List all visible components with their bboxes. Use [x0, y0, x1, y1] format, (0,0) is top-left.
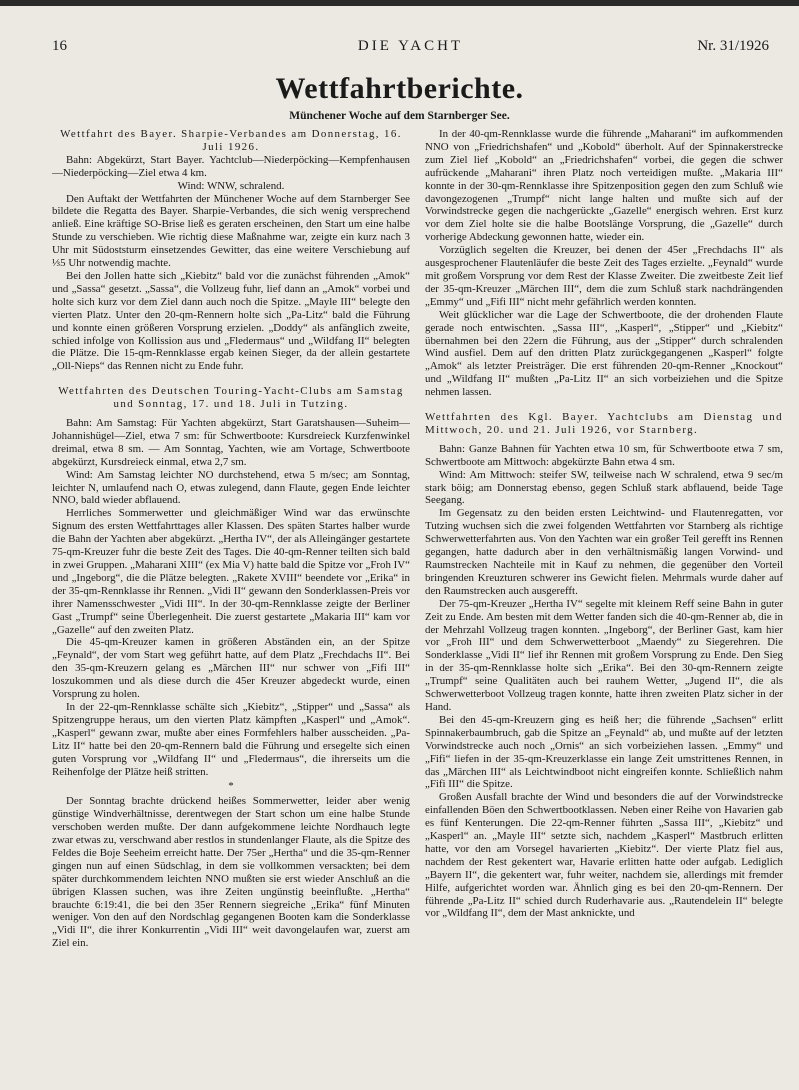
- wind-info: Wind: Am Mittwoch: steifer SW, teilweise nach W schralend, etwa 9 sec/m stark böig; am Donnerstag ebenso, gegen Schluß stark abflauend, beide Tage Seegang.: [425, 468, 783, 507]
- journal-name: DIE YACHT: [357, 38, 464, 54]
- paragraph: Bei den Jollen hatte sich „Kiebitz“ bald vor die zunächst führenden „Amok“ und „Sassa“ gesetzt. „Sassa“, die Vollzeug fuhr, lief dann an „Amok“ vorbei und holte sich kurz vor dem Ziel dann auch noch die Spitze. „Mayle III“ belegte den vierten Platz. Unter den 20-qm-Rennern holte sich „Pa-Litz“ bald die Führung und konnte einen größeren Vorsprung erzielen. „Doddy“ als anfänglich zweite, schied infolge von Kollission aus und „Fledermaus“ und „Wildfang II“ belegten die Plätze. Die 15-qm-Rennklasse ergab keinen Sieger, da der allein gestartete „Oll-Nieps“ das Rennen nicht zu Ende fuhr.: [52, 269, 410, 373]
- course-info: Bahn: Ganze Bahnen für Yachten etwa 10 sm, für Schwertboote etwa 7 sm, Schwertboote am Mittwoch: abgekürzte Bahn etwa 4 sm.: [425, 442, 783, 468]
- paragraph: In der 40-qm-Rennklasse wurde die führende „Maharani“ im aufkommenden NNO von „Friedrichshafen“ und „Kobold“ überholt. Auf der Spinnakerstrecke zum Ziel lief „Kobold“ an „Friedrichshafen“ vorbei, die gegen die schwer aufrückende „Maharani“ ihren Platz noch verteidigen mußte. „Makaria III“ konnte in der 30-qm-Rennklasse ihre Spitzenposition gegen den zum Schluß wie davongezogenen „Trumpf“ nicht lange halten und mußte sich auf der Vorwindstrecke gegen die nachgerückte „Gazelle“ energisch wehren. Erst kurz vor dem Ziel holte sie die halbe Bootslänge Vorsprung, die „Gazelle“ durch vorherige Abdeckung gewonnen hatte, wieder ein.: [425, 128, 783, 244]
- article-title: Wettfahrtberichte.: [275, 72, 524, 105]
- paragraph: Vorzüglich segelten die Kreuzer, bei denen der 45er „Frechdachs II“ als ausgesprochener Flautenläufer die beste Zeit des Tages erzielte. „Feynald“ wurde mit großem Vorsprung vor dem Rest der Klasse Zweiter. Die zweitbeste Zeit lief der 35-qm-Kreuzer „Märchen III“, dem die zum Schluß stark nachdrängenden „Emmy“ und „Fifi III“ nicht mehr gefährlich werden konnten.: [425, 244, 783, 308]
- paragraph: Der 75-qm-Kreuzer „Hertha IV“ segelte mit kleinem Reff seine Bahn in guter Zeit zu Ende. Am besten mit dem Wetter fanden sich die 40-qm-Renner ab, die in der Mehrzahl Vollzeug tragen konnten. „Ingeborg“, der Berliner Gast, kam hier vor „Froh III“ und dem Schwerwetterboot „Maendy“ zu Siegerehren. Die Sonderklasse „Vidi II“ lief ihr Rennen mit großem Vorsprung zu Ende. Den Sieg in der 35-qm-Rennklasse holte sich „Erika“. Bei den 30-qm-Rennern zeigte „Trumpf“ seine Qualitäten auch bei rauhem Wetter, „Jugend II“, die als Schwerwetterboot Vollzeug tragen konnte, hatte ihren zweiten Platz sicher in der Hand.: [425, 597, 783, 713]
- paragraph: Herrliches Sommerwetter und gleichmäßiger Wind war das erwünschte Signum des ersten Wettfahrttages aller Klassen. Des späten Startes halber wurde die Bahn der Yachten aber abgekürzt. „Hertha IV“, der als Alleingänger gestartete 75-qm-Kreuzer fuhr die beste Zeit des Tages. Die 40-qm-Renner teilten sich bald in zwei Gruppen. „Maharani XIII“ (ex Mia V) hatte bald die Spitze vor „Froh IV“ und „Ingeborg“, die die Plätze belegten. „Rakete XVIII“ beendete vor „Erika“ in der 35-qm-Rennklasse ihr Rennen. „Vidi II“ gewann den Sonderklassen-Preis vor ihrer Namensschwester „Vidi III“. In der 30-qm-Rennklasse zeigte der Berliner Gast „Trumpf“ seine Überlegenheit. Die zuerst gestartete „Makaria III“ kam vor „Gazelle“ auf den zweiten Platz.: [52, 507, 410, 636]
- section-heading: Wettfahrten des Kgl. Bayer. Yachtclubs am Dienstag und Mittwoch, 20. und 21. Juli 1926, vor Starnberg.: [425, 411, 783, 436]
- article-subtitle: Münchener Woche auf dem Starnberger See.: [289, 110, 510, 122]
- section-separator: *: [228, 780, 234, 793]
- paragraph: Weit glücklicher war die Lage der Schwertboote, die der drohenden Flaute gerade noch entwischten. „Sassa III“, „Kasperl“, „Stipper“ und „Kiebitz“ übernahmen bei den 22ern die Führung, aus der „Stipper“ durch schralenden Wind ausfiel. Dem auf den dritten Platz zurückgegangenen „Kasperl“ folgte „Amok“ als letzter Preisträger. Die erst führenden 20-qm-Renner „Knockout“ und „Wildfang II“ mußten „Pa-Litz II“ an sich vorbeiziehen und die Spitze nehmen lassen.: [425, 308, 783, 399]
- left-column: [52, 128, 410, 1088]
- paragraph: Im Gegensatz zu den beiden ersten Leichtwind- und Flautenregatten, vor Tutzing wuchsen sich die zwei folgenden Wettfahrten vor Starnberg als richtige Schwerwetterfahrten aus. Von den Yachten war ein großer Teil gerefft ins Rennen gegangen, hatte dadurch aber in den verhältnismäßig langen Vorwind- und Raumstrecken Nachteile mit in Kauf zu nehmen, die gegenüber den Vorteil bringenden Kreuzturen schwerer ins Gewicht fielen. Mehrmals wurde daher auf den Raumstrecken auch ausgerefft.: [425, 507, 783, 597]
- wind-info: Wind: WNW, schralend.: [177, 179, 285, 192]
- course-info: Bahn: Am Samstag: Für Yachten abgekürzt, Start Garatshausen—Suheim—Johannishügel—Ziel, etwa 7 sm: für Schwertboote: Kursdreieck Kurzfenwinkel dreimal, etwa 8 sm. — Am Sonntag, Yachten, wie am Vortage, Schwertboote abgekürzt, Kursdreieck einmal, etwa 2,7 sm.: [52, 417, 410, 468]
- paragraph: Großen Ausfall brachte der Wind und besonders die auf der Vorwindstrecke einfallenden Böen den Schwertbootklassen. Neben einer Reihe von Havarien gab es fünf Kenterungen. Die 22-qm-Renner führten „Sassa III“, „Kiebitz“ und „Kasperl“ an. „Mayle III“ setzte sich, nachdem „Kasperl“ Mastbruch erlitten hatte, vor den am Vorsegel havarierten „Kiebitz“. Der vierte Platz fiel aus, nachdem der Rest gekentert war, Havarie erlitten hatte oder aufgab. Lediglich „Bayern II“, die gekentert war, fuhr weiter, nachdem sie, allerdings mit fremder Hilfe, aufgerichtet worden war. Ähnlich ging es bei den 20-qm-Rennern. Der führende „Pa-Litz II“ schied durch Ruderhavarie aus. „Rautendelein II“ belegte vor „Wildfang II“, dem der Mast anknickte, und: [425, 791, 783, 920]
- paragraph: Den Auftakt der Wettfahrten der Münchener Woche auf dem Starnberger See bildete die Regatta des Bayer. Sharpie-Verbandes, die sich wenig versprechend anließ. Eine kräftige SO-Brise ließ es geraten erscheinen, den Start um eine halbe Stunde zu verschieben. Wie richtig diese Maßnahme war, zeigte ein kurz nach 3 Uhr mit Südoststurm einsetzendes Gewitter, das eine weitere Verschiebung auf ⅓5 Uhr notwendig machte.: [52, 192, 410, 270]
- section-heading: Wettfahrt des Bayer. Sharpie-Verbandes am Donnerstag, 16. Juli 1926.: [60, 128, 402, 153]
- page-number: 16: [52, 38, 67, 54]
- paragraph: Bei den 45-qm-Kreuzern ging es heiß her; die führende „Sachsen“ erlitt Spinnakerbaumbruch, gab die Spitze an „Feynald“ ab, und mußte auf der letzten Vorwindstrecke auch noch „Ornis“ an sich vorbeiziehen lassen. „Emmy“ und „Fifi“ liefen in der 35-qm-Kreuzerklasse ein lange Zeit umstrittenes Rennen, in das „Märchen III“ als Leichtwindboot nicht eingreifen konnte. Schließlich nahm „Fifi III“ die Spitze.: [425, 713, 783, 791]
- running-header: [52, 38, 769, 60]
- paragraph: Die 45-qm-Kreuzer kamen in größeren Abständen ein, an der Spitze „Feynald“, der vom Start weg geführt hatte, auf dem Platz „Frechdachs II“. Bei den 35-qm-Kreuzern gelang es „Märchen III“ nur schwer von „Fifi III“ loszukommen und als diese durch die 45er Kreuzer abgedeckt wurde, einen Vorsprung zu holen.: [52, 636, 410, 701]
- paragraph: In der 22-qm-Rennklasse schälte sich „Kiebitz“, „Stipper“ und „Sassa“ als Spitzengruppe heraus, um den vierten Platz kämpften „Kasperl“ und „Amok“. „Kasperl“ gewann zwar, mußte aber eines Formfehlers halber ausscheiden. „Pa-Litz II“ hatte bei den 20-qm-Rennern bald die Führung und ersegelte sich einen guten Vorsprung vor „Wildfang II“ und „Fledermaus“, die ihrerseits um die Reihenfolge der Plätze heiß stritten.: [52, 700, 410, 778]
- right-column: [425, 128, 783, 1088]
- wind-info: Wind: Am Samstag leichter NO durchstehend, etwa 5 m/sec; am Sonntag, leichter N, umlaufend nach O, etwas zulegend, dann Flaute, gegen Ende leichter NNO, bald wieder abflauend.: [52, 468, 410, 507]
- course-info: Bahn: Abgekürzt, Start Bayer. Yachtclub—Niederpöcking—Kempfenhausen—Niederpöcking—Ziel etwa 4 km.: [52, 153, 410, 179]
- scan-top-edge: [0, 0, 799, 6]
- section-heading: Wettfahrten des Deutschen Touring-Yacht-Clubs am Samstag und Sonntag, 17. und 18. Juli in Tutzing.: [58, 385, 404, 411]
- paragraph: Der Sonntag brachte drückend heißes Sommerwetter, leider aber wenig günstige Windverhältnisse, derentwegen der Start schon um eine halbe Stunde verschoben werden mußte. Der dann aufgekommene leichte Nordhauch legte zwar etwas zu, verschwand aber restlos in stundenlanger Flaute, als die Spitze des Feldes die Boje Seeheim erreicht hatte. Der 75er „Hertha“ und die 35-qm-Renner gingen nun auf einen Südschlag, in dem sie vollkommen versackten; bei dem später durchkommendem leichten NNO mußten sie erst wieder Anschluß an die übrigen Klassen suchen, was ihre Zeiten ungünstig beeinflußte. „Hertha“ brauchte 6:19:41, die bei den 35er Rennern siegreiche „Erika“ fünf Minuten weniger. Von den auf den Nordschlag gegangenen Booten kam die Sonderklasse „Vidi II“, die ihrer Konkurrentin „Vidi III“ weit davongelaufen war, zuerst am Ziel ein.: [52, 795, 410, 950]
- issue-number: Nr. 31/1926: [697, 38, 769, 54]
